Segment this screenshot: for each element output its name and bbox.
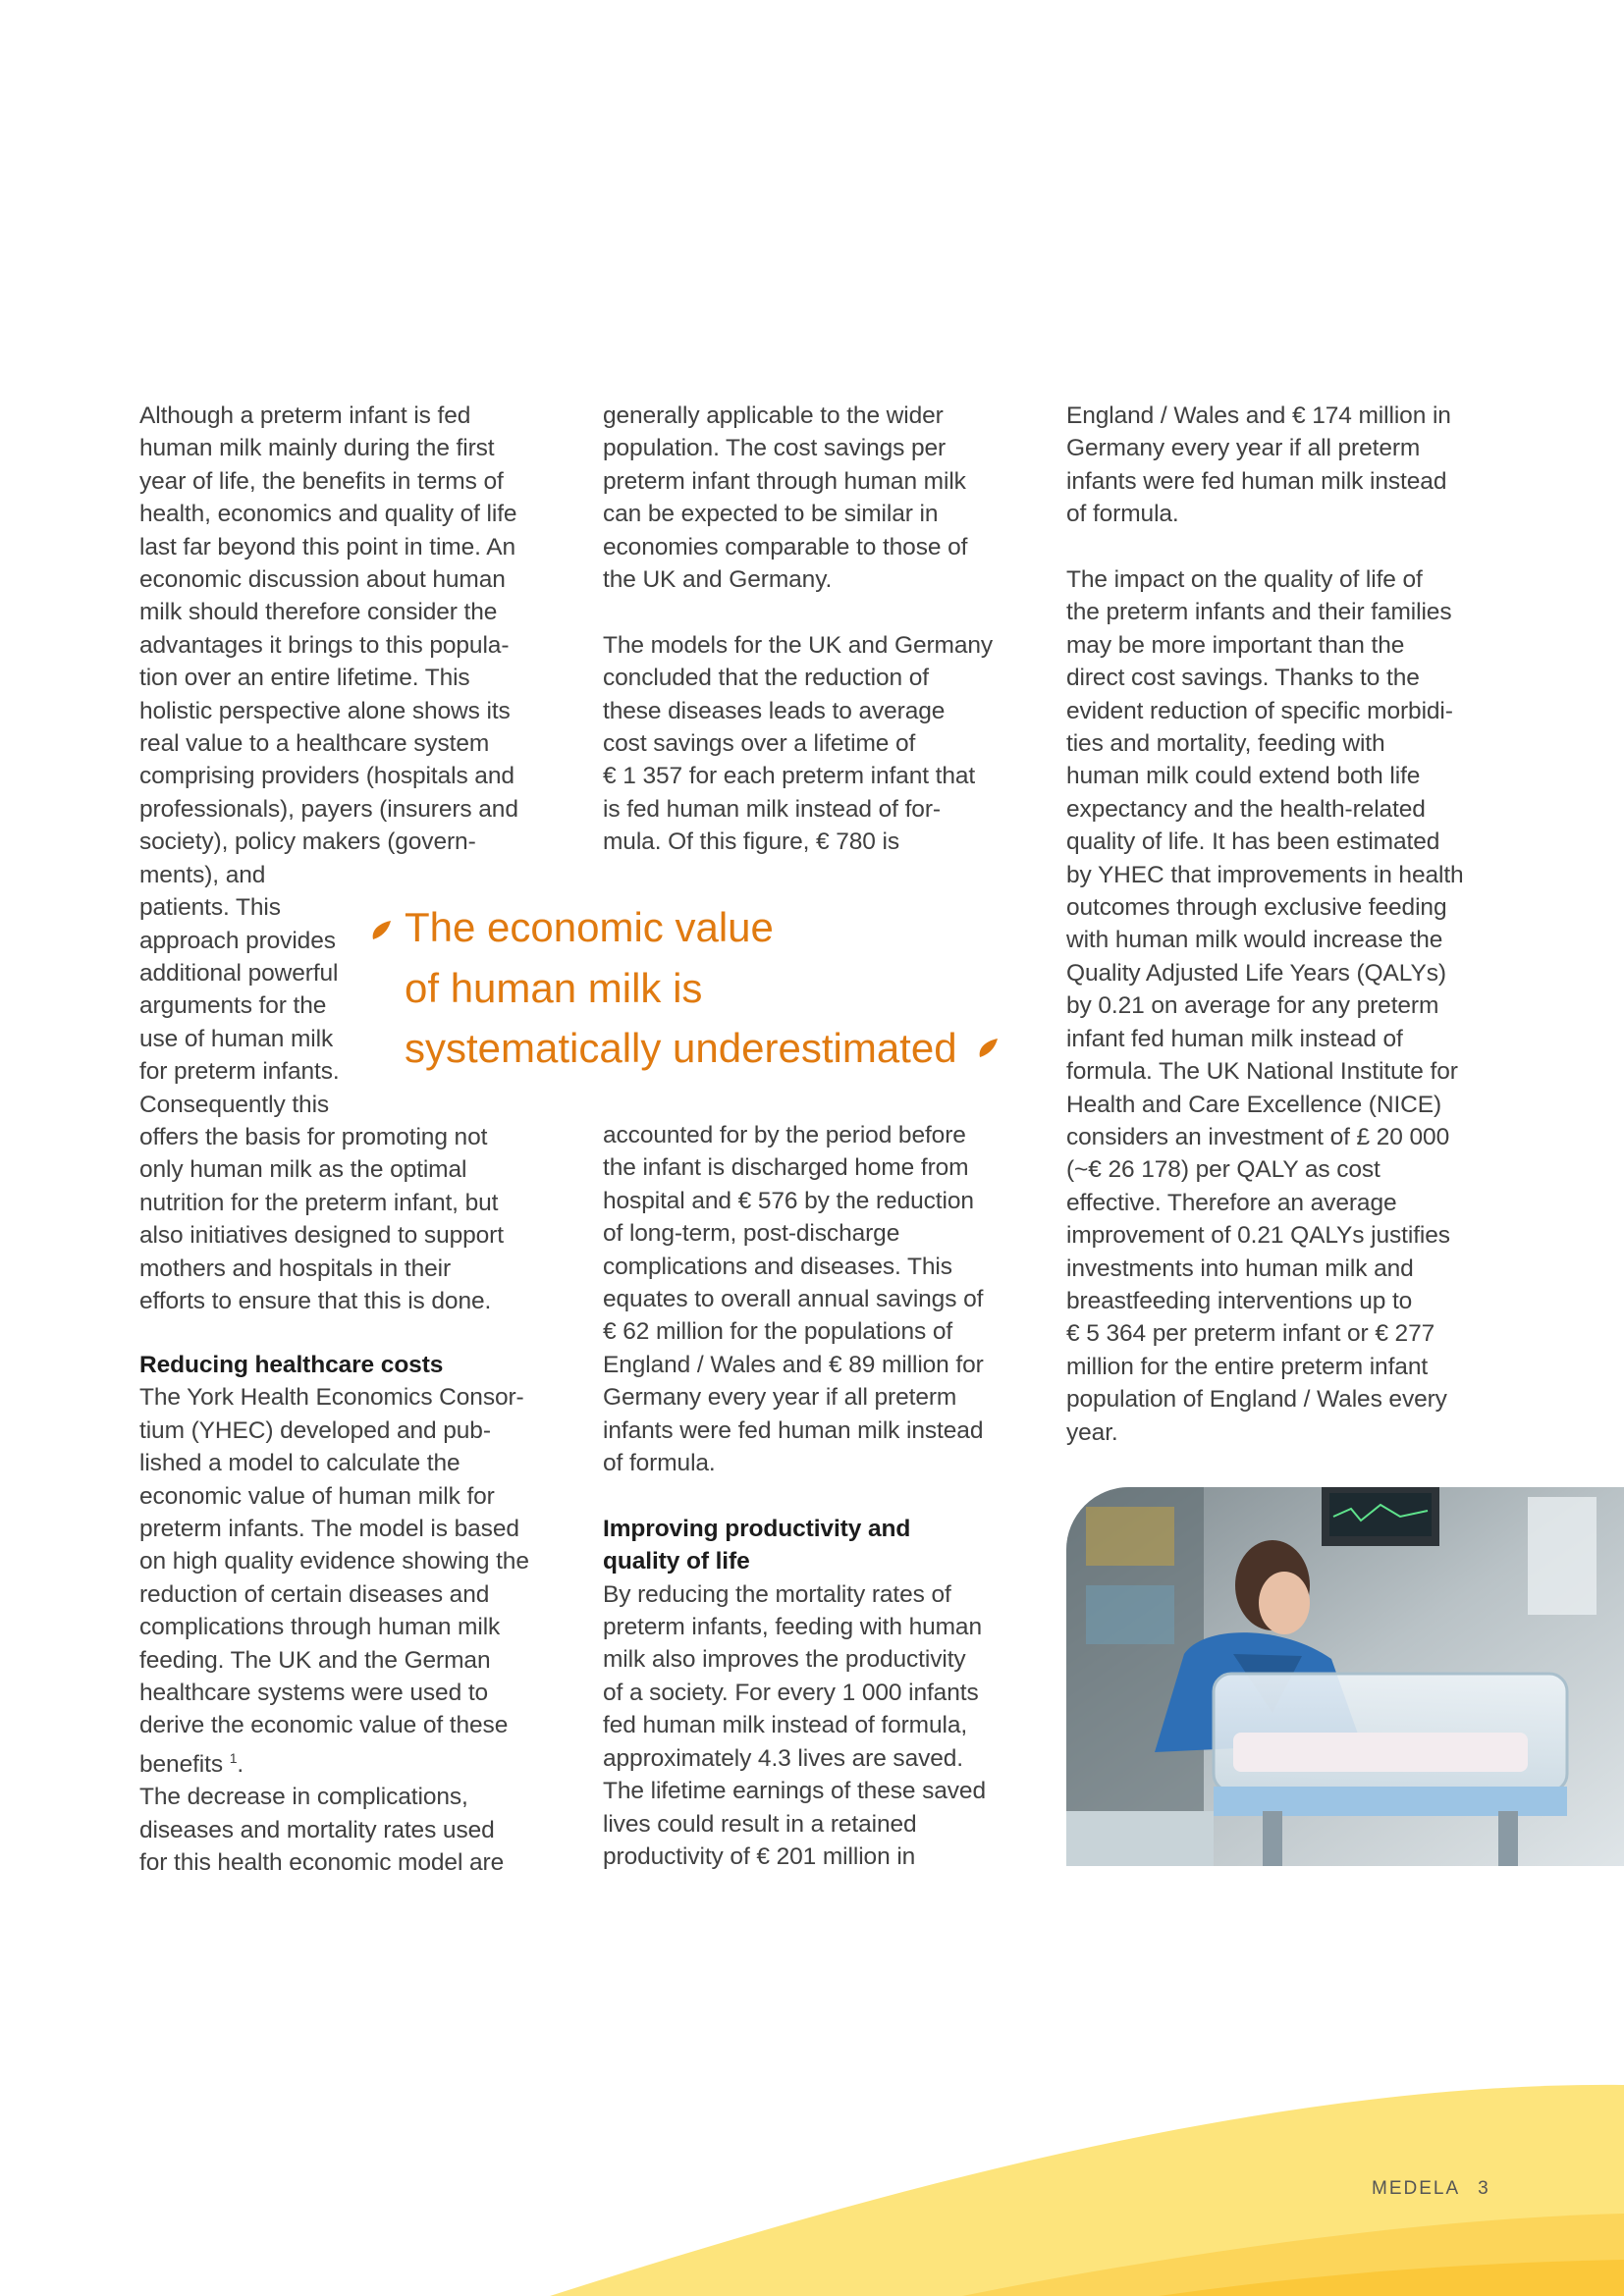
quote-close-icon [976,1036,1001,1061]
text-line: human milk mainly during the first [139,435,495,462]
text-line: holistic perspective alone shows its [139,697,511,724]
column-1-section [139,1349,529,1880]
text-line: (~€ 26 178) per QALY as cost [1066,1156,1380,1184]
text-line: these diseases leads to average [603,697,946,724]
text-line: Consequently this [139,1091,330,1118]
text-line: expectancy and the health-related [1066,795,1426,823]
text-line: population. The cost savings per [603,435,947,462]
text-line: use of human milk [139,1025,334,1052]
column-3 [1066,400,1464,1449]
text-line: efforts to ensure that this is done. [139,1287,492,1314]
text-line: comprising providers (hospitals and [139,763,514,790]
footer-brand: MEDELA [1372,2178,1461,2199]
text-line: preterm infants. The model is based [139,1516,519,1543]
text-line: Germany every year if all preterm [1066,435,1421,462]
text-line: accounted for by the period before [603,1122,966,1148]
text-line: milk also improves the productivity [603,1646,966,1674]
text-line: the infant is discharged home from [603,1154,969,1182]
text-line: society), policy makers (govern- [139,828,476,856]
text-line: considers an investment of £ 20 000 [1066,1123,1450,1150]
column-1-intro [139,400,518,1317]
text-line: Quality Adjusted Life Years (QALYs) [1066,959,1446,987]
text-line: by YHEC that improvements in health [1066,861,1464,888]
text-line: economic value of human milk for [139,1482,495,1510]
text-line: cost savings over a lifetime of [603,730,916,758]
text-line: approximately 4.3 lives are saved. [603,1744,964,1772]
text-line: arguments for the [139,992,327,1020]
text-line: only human milk as the optimal [139,1156,467,1184]
text-line: equates to overall annual savings of [603,1286,984,1313]
column-2-top [603,400,993,859]
text-line: The lifetime earnings of these saved [603,1778,986,1805]
text-line: may be more important than the [1066,631,1405,659]
text-line: tium (YHEC) developed and pub- [139,1416,491,1444]
text-line: benefits $^1$. [139,1749,244,1779]
text-line: Health and Care Excellence (NICE) [1066,1091,1442,1118]
text-line: effective. Therefore an average [1066,1189,1397,1216]
text-line: England / Wales and € 174 million in [1066,402,1451,429]
text-line: outcomes through exclusive feeding [1066,894,1447,922]
text-line: hospital and € 576 by the reduction [603,1187,974,1214]
text-line: infant fed human milk instead of [1066,1025,1403,1052]
text-line: The decrease in complications, [139,1784,468,1811]
pull-quote-line: of human milk is [405,964,703,1011]
text-line: investments into human milk and [1066,1255,1414,1282]
text-line: infants were fed human milk instead [1066,467,1447,495]
text-line: patients. This [139,894,281,922]
text-line: feeding. The UK and the German [139,1646,491,1674]
text-line: of long-term, post-discharge [603,1220,900,1248]
text-line: England / Wales and € 89 million for [603,1351,984,1378]
text-line: real value to a healthcare system [139,730,490,758]
text-line: tion over an entire lifetime. This [139,665,470,692]
text-line: derive the economic value of these [139,1712,509,1739]
quote-open-icon [369,918,395,943]
text-line: By reducing the mortality rates of [603,1580,951,1608]
page-footer [1372,2178,1508,2200]
text-line: the UK and Germany. [603,566,833,594]
text-line: economies comparable to those of [603,533,968,561]
text-line: quality of life [603,1548,750,1575]
text-line: lished a model to calculate the [139,1450,460,1477]
text-line: economic discussion about human [139,566,506,594]
text-line: improvement of 0.21 QALYs justifies [1066,1222,1450,1250]
text-line: of formula. [1066,501,1179,528]
text-line: population of England / Wales every [1066,1386,1447,1414]
text-line: productivity of € 201 million in [603,1842,916,1870]
text-line: approach provides [139,927,336,954]
pull-quote [405,897,957,1079]
text-line: ments), and [139,861,266,888]
text-line: by 0.21 on average for any preterm [1066,992,1439,1020]
text-line: for preterm infants. [139,1058,340,1086]
text-line: infants were fed human milk instead [603,1416,984,1444]
text-line: of a society. For every 1 000 infants [603,1679,979,1706]
column-2-mid [603,1119,986,1873]
text-line: advantages it brings to this popula- [139,631,510,659]
text-line: with human milk would increase the [1066,927,1443,954]
text-line: of formula. [603,1450,716,1477]
text-line: million for the entire preterm infant [1066,1353,1429,1380]
text-line: generally applicable to the wider [603,402,944,429]
text-line: year of life, the benefits in terms of [139,467,504,495]
text-line: professionals), payers (insurers and [139,795,518,823]
footnote-reference: 1 [229,1749,238,1766]
heading-reducing-healthcare-costs: Reducing healthcare costs [139,1352,444,1378]
text-line: The models for the UK and Germany [603,631,994,659]
text-line: formula. The UK National Institute for [1066,1058,1458,1086]
yellow-wave-decoration [0,2042,1624,2296]
text-line: € 1 357 for each preterm infant that [603,763,976,790]
text-line: complications through human milk [139,1614,501,1641]
text-line: mula. Of this figure, € 780 is [603,828,900,856]
text-line: healthcare systems were used to [139,1680,489,1707]
text-line: on high quality evidence showing the [139,1548,529,1575]
text-line: concluded that the reduction of [603,665,929,692]
text-line: Germany every year if all preterm [603,1384,957,1412]
text-line: quality of life. It has been estimated [1066,828,1440,856]
page-number: 3 [1478,2178,1490,2199]
text-line: the preterm infants and their families [1066,599,1452,626]
text-line: fed human milk instead of formula, [603,1712,968,1739]
text-line: diseases and mortality rates used [139,1816,495,1843]
text-line: mothers and hospitals in their [139,1255,452,1282]
text-line: Although a preterm infant is fed [139,402,471,429]
text-line: The York Health Economics Consor- [139,1384,524,1412]
text-line: € 62 million for the populations of [603,1318,953,1346]
text-line: for this health economic model are [139,1849,505,1877]
text-line: breastfeeding interventions up to [1066,1287,1413,1314]
text-line: human milk could extend both life [1066,763,1421,790]
text-line: preterm infants, feeding with human [603,1614,982,1641]
nicu-nurse-photo [1066,1487,1624,1866]
text-line: reduction of certain diseases and [139,1580,490,1608]
text-line: last far beyond this point in time. An [139,533,515,561]
text-line: is fed human milk instead of for- [603,795,941,823]
text-line: year. [1066,1418,1118,1446]
text-line: direct cost savings. Thanks to the [1066,665,1420,692]
text-line: Improving productivity and [603,1515,911,1542]
text-line: can be expected to be similar in [603,501,939,528]
text-line: complications and diseases. This [603,1253,952,1280]
text-line: lives could result in a retained [603,1810,917,1838]
pull-quote-line: systematically underestimated [405,1025,957,1071]
text-line: evident reduction of specific morbidi- [1066,697,1453,724]
text-line: milk should therefore consider the [139,599,498,626]
text-line: additional powerful [139,959,339,987]
text-line: The impact on the quality of life of [1066,566,1423,594]
text-line: ties and mortality, feeding with [1066,730,1385,758]
text-line: health, economics and quality of life [139,501,517,528]
text-line: also initiatives designed to support [139,1222,504,1250]
text-line: nutrition for the preterm infant, but [139,1189,499,1216]
text-line: offers the basis for promoting not [139,1123,488,1150]
text-line: € 5 364 per preterm infant or € 277 [1066,1320,1435,1348]
text-line: preterm infant through human milk [603,467,966,495]
pull-quote-line: The economic value [405,904,774,950]
